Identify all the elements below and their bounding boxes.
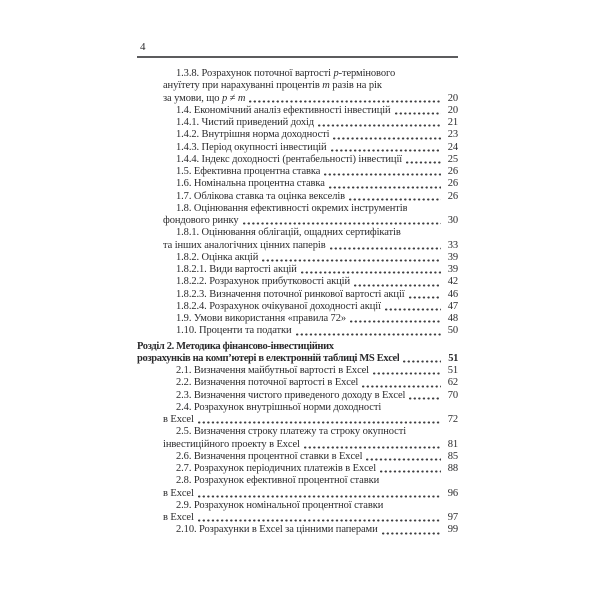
toc-line — [137, 80, 458, 92]
toc-leader — [373, 372, 441, 375]
toc-line — [137, 341, 458, 353]
toc-text: 1.9. Умови використання «правила 72» — [176, 313, 347, 324]
toc-page: 39 — [447, 264, 458, 275]
toc-text: 1.8.1. Оцінювання облігацій, ощадних сертифікатів — [176, 227, 401, 239]
toc-leader — [249, 100, 441, 103]
toc-line — [137, 93, 458, 105]
toc-page: 23 — [447, 129, 458, 141]
toc-text: та інших аналогічних цінних паперів — [163, 239, 326, 251]
toc-line — [137, 240, 458, 252]
toc-page: 33 — [447, 239, 458, 251]
toc-line — [137, 451, 458, 463]
header-rule — [137, 56, 458, 58]
toc-text: 2.6. Визначення процентної ставки в Excel — [176, 450, 363, 462]
toc-leader — [350, 320, 441, 323]
toc-line — [137, 191, 458, 203]
toc-line — [137, 426, 458, 438]
toc-leader — [331, 149, 441, 152]
toc-leader — [409, 397, 441, 400]
toc-page: 96 — [447, 487, 458, 499]
toc-text: інвестиційного проекту в Excel — [163, 438, 300, 450]
toc-page: 47 — [447, 300, 458, 312]
toc-line — [137, 353, 458, 365]
toc-line — [137, 105, 458, 117]
toc-page: 39 — [447, 251, 458, 263]
toc-leader — [362, 385, 441, 388]
toc-line — [137, 325, 458, 337]
toc-line — [137, 414, 458, 426]
toc-leader — [324, 173, 441, 176]
toc-text: 1.4.2. Внутрішня норма доходності — [176, 129, 330, 141]
toc-leader — [409, 296, 441, 299]
toc-page: 51 — [448, 352, 458, 364]
toc-text: розрахунків на комп’ютері в електронній таблиці MS Excel — [137, 352, 400, 364]
toc-text: в Excel — [163, 512, 194, 523]
toc-leader — [296, 333, 441, 336]
toc-page: 46 — [447, 288, 458, 300]
toc-text: Розділ 2. Методика фінансово-інвестиційних — [137, 340, 334, 352]
toc-text: 1.8.2. Оцінка акцій — [176, 251, 259, 263]
toc-leader — [243, 222, 441, 225]
toc-text: 2.9. Розрахунок номінальної процентної ставки — [176, 499, 384, 511]
toc-text: 1.8.2.2. Розрахунок прибутковості акцій — [176, 276, 351, 288]
toc-text: 1.4. Економічний аналіз ефективності інвестицій — [176, 104, 391, 116]
toc-line — [137, 252, 458, 264]
toc-text: 2.10. Розрахунки в Excel за цінними паперами — [176, 524, 378, 536]
toc-text: 1.8.2.3. Визначення поточної ринкової вартості акції — [176, 288, 405, 300]
toc-leader — [198, 519, 441, 522]
toc-page: 70 — [447, 389, 458, 401]
toc-page: 81 — [447, 438, 458, 450]
toc-line — [137, 512, 458, 524]
toc-page: 21 — [447, 117, 458, 128]
toc-text: 2.1. Визначення майбутньої вартості в Excel — [176, 365, 370, 376]
toc-text: 2.8. Розрахунок ефективної процентної ставки — [176, 475, 380, 487]
toc-leader — [385, 308, 441, 311]
toc-leader — [330, 247, 441, 250]
toc-text: 1.4.1. Чистий приведений дохід — [176, 117, 315, 128]
toc-leader — [318, 124, 441, 127]
toc-page: 51 — [447, 365, 458, 376]
toc-text: 1.4.4. Індекс доходності (рентабельності) інвестиції — [176, 153, 403, 165]
toc-line — [137, 142, 458, 154]
toc-page: 26 — [447, 166, 458, 177]
toc-page: 62 — [447, 377, 458, 389]
toc-page: 24 — [447, 141, 458, 153]
toc-leader — [403, 360, 441, 363]
toc-line — [137, 203, 458, 215]
toc-text: 1.5. Ефективна процентна ставка — [176, 166, 321, 177]
toc-text: фондового ринку — [163, 215, 239, 226]
toc-line — [137, 215, 458, 227]
toc-text: 1.10. Проценти та податки — [176, 325, 292, 337]
toc-text: за умови, що p ≠ m — [163, 92, 246, 104]
toc-leader — [382, 532, 441, 535]
toc-text: 1.4.3. Період окупності інвестицій — [176, 141, 327, 153]
toc-line — [137, 313, 458, 325]
toc-leader — [354, 284, 441, 287]
toc-page: 30 — [447, 215, 458, 226]
toc-leader — [395, 112, 441, 115]
toc-line — [137, 276, 458, 288]
toc-page: 72 — [447, 414, 458, 425]
toc-page: 42 — [447, 276, 458, 288]
toc-leader — [329, 186, 441, 189]
toc-line — [137, 439, 458, 451]
toc-line — [137, 488, 458, 500]
toc-line — [137, 463, 458, 475]
toc-page: 20 — [447, 92, 458, 104]
toc-line — [137, 377, 458, 389]
toc-leader — [262, 259, 441, 262]
toc-page: 26 — [447, 178, 458, 190]
toc-page: 99 — [447, 524, 458, 536]
toc-text: 2.3. Визначення чистого приведеного доходу в Excel — [176, 389, 406, 401]
toc-line — [137, 390, 458, 402]
toc-text: 1.8. Оцінювання ефективності окремих інструментів — [176, 202, 408, 214]
toc-leader — [366, 458, 441, 461]
toc-leader — [406, 161, 441, 164]
toc-text: 2.7. Розрахунок періодичних платежів в Excel — [176, 463, 377, 474]
toc-text: ануїтету при нарахуванні процентів m разів на рік — [163, 80, 382, 92]
toc-text: 1.3.8. Розрахунок поточної вартості p-термінового — [176, 68, 396, 79]
toc-line — [137, 289, 458, 301]
toc-text: 1.6. Номінальна процентна ставка — [176, 178, 325, 190]
toc-leader — [198, 421, 441, 424]
page-number: 4 — [140, 41, 146, 53]
toc-line — [137, 301, 458, 313]
toc-text: в Excel — [163, 487, 194, 499]
toc-line — [137, 68, 458, 80]
toc-line — [137, 178, 458, 190]
toc-line — [137, 166, 458, 178]
toc-page: 25 — [447, 153, 458, 165]
toc-line — [137, 402, 458, 414]
toc-line — [137, 524, 458, 536]
toc-page: 48 — [447, 313, 458, 324]
toc-line — [137, 117, 458, 129]
toc-text: 1.7. Облікова ставка та оцінка векселів — [176, 190, 346, 202]
toc-text: 2.2. Визначення поточної вартості в Excel — [176, 377, 359, 389]
toc-line — [137, 227, 458, 239]
toc-page: 97 — [447, 512, 458, 523]
toc-text: в Excel — [163, 414, 194, 425]
toc-leader — [380, 470, 441, 473]
toc-text: 2.4. Розрахунок внутрішньої норми доходності — [176, 401, 382, 413]
toc-list — [137, 68, 458, 537]
toc-page: 26 — [447, 190, 458, 202]
toc-leader — [198, 495, 441, 498]
toc-content — [137, 42, 458, 537]
toc-line — [137, 264, 458, 276]
toc-page: 85 — [447, 450, 458, 462]
toc-text: 2.5. Визначення строку платежу та строку окупності — [176, 426, 407, 438]
toc-line — [137, 129, 458, 141]
toc-leader — [301, 271, 441, 274]
toc-leader — [304, 446, 441, 449]
toc-page: 88 — [447, 463, 458, 474]
toc-leader — [333, 137, 441, 140]
toc-text: 1.8.2.4. Розрахунок очікуваної доходності акції — [176, 300, 381, 312]
toc-text: 1.8.2.1. Види вартості акцій — [176, 264, 297, 275]
toc-line — [137, 475, 458, 487]
toc-line — [137, 500, 458, 512]
toc-page: 20 — [447, 104, 458, 116]
toc-line — [137, 365, 458, 377]
toc-page: 50 — [447, 325, 458, 337]
toc-line — [137, 154, 458, 166]
toc-leader — [349, 198, 441, 201]
